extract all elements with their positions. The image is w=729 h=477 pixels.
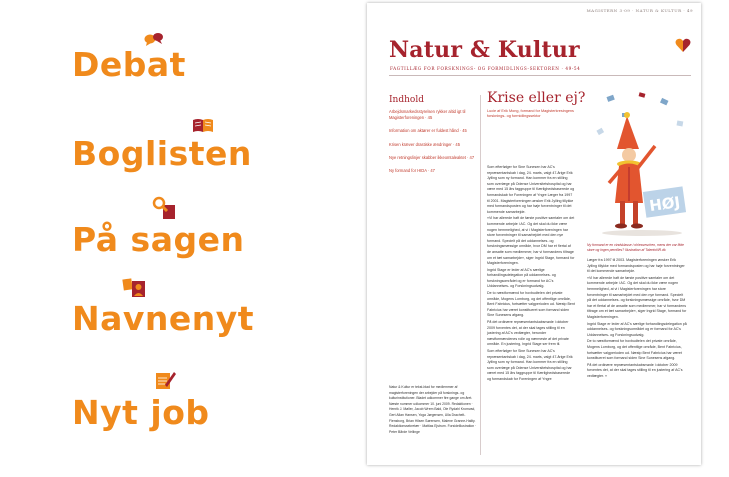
article-title: Krise eller ej? (487, 90, 586, 106)
toc-item[interactable]: Krisen kræver drastiske ændringer · 45 (389, 141, 460, 147)
paragraph: På det ordinære repræsentantskabsmøde i oktober 2009 forventes det, at der skal tages stilling til en justering af AC's vedtægter, herunder næstformændenes rolle og nærmeste af det private område. En justering, Ingrid Stage ser frem til. (487, 320, 569, 347)
magazine-page (367, 3, 701, 465)
article-column-1 (487, 165, 575, 384)
paragraph: De to næstformænd for hovbudtelen det private område, Mogens Lomborg, og det offentlige område, Bent Fabricius, fortsætter valgperioden ud. Næstp Bent Fabricius har været konstitueret som formand siden Sine Sunesens afgang. (587, 339, 682, 361)
section-boglisten[interactable] (72, 134, 252, 173)
article-column-2 (587, 258, 687, 380)
table-of-contents (389, 109, 477, 181)
paragraph: Ingrid Stage er leder af AC's særlige forhandlingsdelegation på uddannelses- og forskningsområdet og er formand for AC's Uddannelses- og Forskningsudvalg. (587, 321, 687, 337)
paragraph: Læger fra 1997 til 2003. Magisterforeningen ønsker Erik Jylling tillykke med formandsposten og har høje forventninger til det kommende samarbejde. (587, 258, 685, 274)
sign-text: HØJ (648, 192, 682, 216)
running-head: MAGISTERN 3·09 · NATUR & KULTUR · 49 (586, 8, 693, 13)
pen-paper-icon (154, 369, 176, 394)
credits-box: Natur & Kultur er tekst-blad for medlemmer af magisterforeningen der arbejder på forsknings- og kulturinstitutioner. Bladet udkommer fire gange om året. Næste nummer udkommer 10. juni 2009. Redaktionen · Henrik J. Møller, Jacob Wrem Bald, Ole Rydahl Kromvad, Gert Allan Hansen, Yoga Jørgensen, Ulla Drachelt-Flensborg, Brian Hilsen Sørensen, Malene Granne-Hailty. Redaktionssekretær · Mattias Ejstrum. Forsideillustration · Peter Bårde Vellinge (389, 385, 477, 434)
section-paa-sagen[interactable] (72, 220, 245, 259)
section-label: Navnenyt (72, 299, 255, 338)
toc-item[interactable]: Information om aktører er fuldest hånd · 45 (389, 128, 467, 134)
section-label: Boglisten (72, 134, 252, 173)
magnifier-icon (151, 196, 177, 223)
column-divider (480, 95, 481, 455)
toc-item[interactable]: Ny formand for HIDA · 47 (389, 168, 435, 174)
open-book-icon (192, 117, 214, 136)
article-lead: Lucie af Erik Mong, formand for Magisterkresingens forsknings- og formidlingssektor (487, 109, 574, 119)
section-navnenyt[interactable] (72, 299, 255, 338)
toc-item[interactable]: Arbejdsmarkedsstyrelsen rykker altid igt til Magisterforeningen · 45 (389, 109, 466, 121)
juggler-illustration (587, 91, 693, 241)
paragraph: På det ordinære repræsentantskabsmøde i oktober 2009 forventes det, at der skal tages stilling til en justering af AC's vedtægter. » (587, 362, 683, 378)
speech-bubbles-icon (144, 32, 164, 49)
paragraph: »Vi har allerede haft de første positive samtaler om det kommende arbejde i AC. Og det skal du ikke være nogen hemmelighed, at vi i Magisterforeningen har store forventninger til samarbejdet med den nye formand. Specielt på det uddannelses- og forskningsmæssige område, hvor DM har et flertal af de ansatte som medlemmer, har vi formandens tiltrage om et tæt samarbejde«, siger Ingrid Stage, formand for Magisterforeningen. (487, 216, 575, 266)
toc-title: Indhold (389, 95, 424, 105)
paragraph: De to næstformænd for hovbudtelen det private område, Mogens Lomborg, og det offentlige område, Bent Fabricius, fortsætter valgperioden ud. Næstp Bent Fabricius har været konstitueret som formand siden Sine Sunesens afgang. (487, 291, 575, 318)
toc-item[interactable]: Nye retningslinjer skabber ikkeomtaleaktet · 47 (389, 154, 475, 160)
paragraph: Ingrid Stage er leder af AC's særlige forhandlingsdelegation på uddannelses- og forskningsområdet og er formand for AC's Uddannelses- og Forskningsudvalg. (487, 267, 556, 289)
section-label: Debat (72, 45, 186, 84)
section-label: Nyt job (72, 393, 210, 432)
masthead: Natur & Kultur (389, 37, 580, 63)
illustration-caption: Ny formand er en vindsklasse i ohlesseschen, mens der var flide store og Ingen pernilles? Illustration af TalentoNR.dk (587, 243, 684, 252)
section-debat[interactable] (72, 45, 186, 84)
paragraph: »Vi har allerede haft de første positive samtaler om det kommende arbejde i AC. Og det skal du ikke være nogen hemmelighed, at vi i Magisterforeningen har store forventninger til samarbejdet med den nye formand. Specielt på det uddannelses- og forskningsmæssige område, hvor DM har et flertal af de ansatte som medlemmer, har vi formandens tiltrage om et tæt samarbejde«, siger Ingrid Stage, formand for Magisterforeningen. (587, 275, 687, 319)
portrait-cards-icon (122, 277, 148, 302)
divider (389, 75, 691, 76)
paragraph: Som efterfølger for Sine Sunesen har AC's repræsentantskab i dag, 24. marts, valgt 47-årige Erik Jylling som ny formand. Han kommer fra en stilling som overlæge på Odense Universitetshospital og har være med 15 års faggruppe til Kærlighedsbaserede og formandskab for Foreningen af Yngre Læger fra 1997 til 2001. Magisterforeningen ønsker Erik Jylling tillykke med formandsposten og har høje forventninger til det kommende samarbejde. (487, 165, 575, 214)
section-nyt-job[interactable] (72, 393, 210, 432)
heart-logo-icon (675, 37, 691, 58)
masthead-subtitle: FAGTILLÆG FOR FORSKNINGS- OG FORMIDLINGS-SEKTOREN · 49-54 (390, 66, 581, 71)
paragraph: Som efterfølger for Sine Sunesen har AC's repræsentantskab i dag, 24. marts, valgt 47-årige Erik Jylling som ny formand. Han kommer fra en stilling som overlæge på Odense Universitetshospital og har været med 15 års faggruppe til Kærlighedsbaserede og formandskab for Foreningen af Yngre (487, 349, 573, 381)
section-label: På sagen (72, 220, 245, 259)
